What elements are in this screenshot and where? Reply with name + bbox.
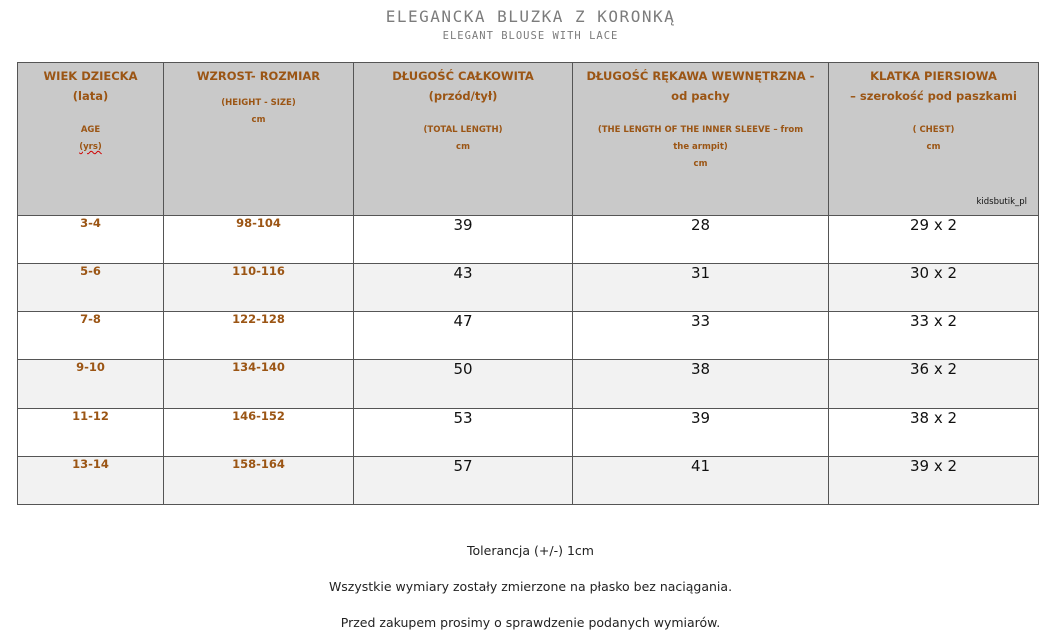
watermark: kidsbutik_pl <box>976 197 1027 207</box>
header-chest <box>829 63 1039 216</box>
cell-chest: 30 x 2 <box>829 264 1039 312</box>
cell-age: 5-6 <box>18 264 164 312</box>
cell-chest: 29 x 2 <box>829 216 1039 264</box>
cell-age: 9-10 <box>18 360 164 408</box>
cell-length: 39 <box>354 216 573 264</box>
cell-height: 122-128 <box>164 312 354 360</box>
header-length-en: (TOTAL LENGTH) <box>423 125 503 135</box>
header-age-unit: (lata) <box>72 89 109 103</box>
cell-height: 98-104 <box>164 216 354 264</box>
cell-chest: 39 x 2 <box>829 456 1039 504</box>
table-row <box>18 216 1039 264</box>
cell-height: 110-116 <box>164 264 354 312</box>
cell-sleeve: 28 <box>573 216 829 264</box>
header-length-unit: cm <box>456 142 470 152</box>
cell-age: 7-8 <box>18 312 164 360</box>
header-height-en: (HEIGHT - SIZE) <box>221 98 296 108</box>
header-age-en: AGE <box>80 125 101 135</box>
header-sleeve <box>573 63 829 216</box>
cell-age: 13-14 <box>18 456 164 504</box>
header-chest-sub: – szerokość pod paszkami <box>850 89 1017 103</box>
cell-length: 47 <box>354 312 573 360</box>
header-age-title: WIEK DZIECKA <box>43 69 138 83</box>
cell-chest: 36 x 2 <box>829 360 1039 408</box>
header-sleeve-sub: od pachy <box>671 89 730 103</box>
header-age <box>18 63 164 216</box>
header-height <box>164 63 354 216</box>
page-title: ELEGANCKA BLUZKA Z KORONKĄ <box>385 7 676 26</box>
cell-height: 134-140 <box>164 360 354 408</box>
cell-height: 158-164 <box>164 456 354 504</box>
header-sleeve-en: (THE LENGTH OF THE INNER SLEEVE – from <box>597 125 804 135</box>
table-row <box>18 456 1039 504</box>
tolerance-note: Tolerancja (+/-) 1cm <box>467 543 594 558</box>
table-row <box>18 408 1039 456</box>
header-chest-unit: cm <box>926 142 941 152</box>
cell-chest: 38 x 2 <box>829 408 1039 456</box>
check-note: Przed zakupem prosimy o sprawdzenie podanych wymiarów. <box>340 615 721 630</box>
cell-length: 43 <box>354 264 573 312</box>
cell-length: 53 <box>354 408 573 456</box>
cell-sleeve: 38 <box>573 360 829 408</box>
header-length-title: DŁUGOŚĆ CAŁKOWITA <box>392 69 534 83</box>
size-table <box>17 62 1039 505</box>
header-age-en-unit: (yrs) <box>79 142 102 152</box>
cell-length: 50 <box>354 360 573 408</box>
page-subtitle: ELEGANT BLOUSE WITH LACE <box>442 30 619 42</box>
cell-age: 3-4 <box>18 216 164 264</box>
cell-sleeve: 39 <box>573 408 829 456</box>
header-height-unit: cm <box>251 115 266 125</box>
header-length-sub: (przód/tył) <box>428 89 498 103</box>
cell-sleeve: 31 <box>573 264 829 312</box>
header-height-title: WZROST- ROZMIAR <box>196 69 321 83</box>
table-row <box>18 360 1039 408</box>
header-row <box>18 63 1039 216</box>
table-row <box>18 264 1039 312</box>
cell-sleeve: 33 <box>573 312 829 360</box>
cell-sleeve: 41 <box>573 456 829 504</box>
cell-height: 146-152 <box>164 408 354 456</box>
cell-chest: 33 x 2 <box>829 312 1039 360</box>
cell-age: 11-12 <box>18 408 164 456</box>
header-total-length <box>354 63 573 216</box>
measurement-note: Wszystkie wymiary zostały zmierzone na płasko bez naciągania. <box>328 579 733 594</box>
header-sleeve-en2: the armpit) <box>673 142 728 152</box>
header-chest-title: KLATKA PIERSIOWA <box>870 69 997 83</box>
header-sleeve-title: DŁUGOŚĆ RĘKAWA WEWNĘTRZNA - <box>586 69 815 83</box>
cell-length: 57 <box>354 456 573 504</box>
table-row <box>18 312 1039 360</box>
header-sleeve-unit: cm <box>693 159 708 169</box>
header-chest-en: ( CHEST) <box>912 125 955 135</box>
